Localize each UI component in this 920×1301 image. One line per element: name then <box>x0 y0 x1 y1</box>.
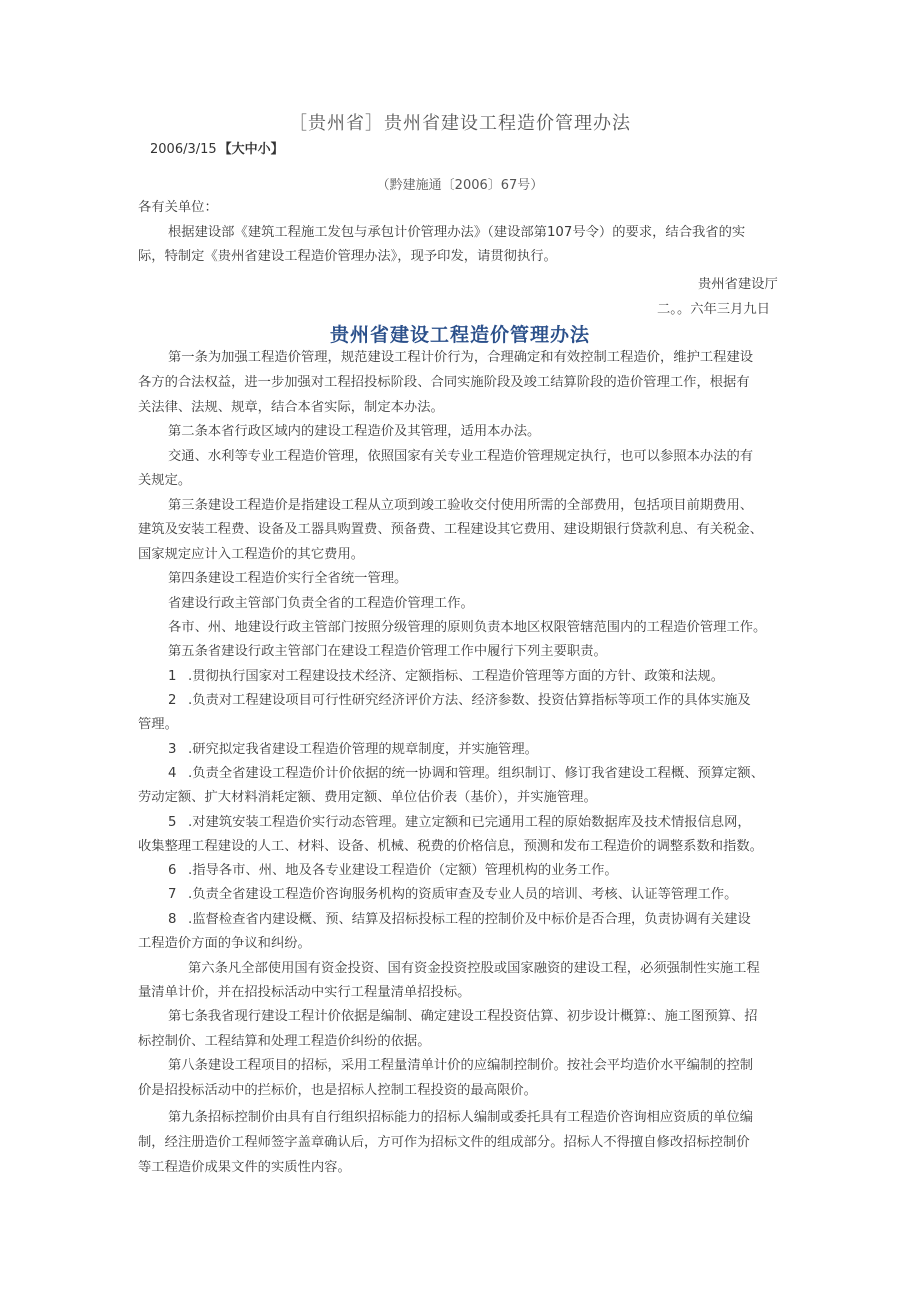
line-text: .指导各市、州、地及各专业建设工程造价（定额）管理机构的业务工作。 <box>188 863 618 878</box>
addressee: 各有关单位： <box>138 200 218 215</box>
body-line <box>138 1134 750 1152</box>
body-line <box>188 960 760 978</box>
main-title: 贵州省建设工程造价管理办法 <box>329 324 590 346</box>
body-line <box>138 472 191 490</box>
line-text: 第一条为加强工程造价管理，规范建设工程计价行为，合理确定和有效控制工程造价，维护工程建设 <box>168 350 754 365</box>
line-text: .负责全省建设工程造价计价依据的统一协调和管理。组织制订、修订我省建设工程概、预算定额、 <box>188 766 764 781</box>
item-number: 7 <box>168 887 177 902</box>
line-text: 第二条本省行政区域内的建设工程造价及其管理，适用本办法。 <box>168 424 541 439</box>
publish-date: 2006/3/15 <box>150 142 217 157</box>
item-number: 2 <box>168 693 177 708</box>
line-text: .贯彻执行国家对工程建设技术经济、定额指标、工程造价管理等方面的方针、政策和法规。 <box>188 669 725 684</box>
body-line <box>168 741 538 759</box>
line-text: 国家规定应计入工程造价的其它费用。 <box>138 547 365 562</box>
body-line <box>168 619 766 637</box>
body-line <box>138 1082 537 1100</box>
body-line <box>138 935 311 953</box>
body-line <box>168 911 751 929</box>
item-number: 5 <box>168 815 177 830</box>
line-text: 第五条省建设行政主管部门在建设工程造价管理工作中履行下列主要职责。 <box>168 644 607 659</box>
issuer: 贵州省建设厅 <box>698 277 778 292</box>
line-text: .监督检查省内建设概、预、结算及招标投标工程的控制价及中标价是否合理，负责协调有关建设 <box>188 912 751 927</box>
notice-line-2: 际，特制定《贵州省建设工程造价管理办法》，现予印发，请贯彻执行。 <box>138 249 557 264</box>
line-text: 第四条建设工程造价实行全省统一管理。 <box>168 571 408 586</box>
body-line <box>168 862 618 880</box>
line-text: 标控制价、工程结算和处理工程造价纠纷的依据。 <box>138 1034 431 1049</box>
body-line <box>168 448 753 466</box>
body-line <box>168 765 764 783</box>
line-text: 第九条招标控制价由具有自行组织招标能力的招标人编制或委托具有工程造价咨询相应资质的单位编 <box>168 1110 754 1125</box>
line-text: 量清单计价，并在招投标活动中实行工程量清单招投标。 <box>138 985 471 1000</box>
body-line <box>168 349 753 367</box>
document-number: （黔建施通〔2006〕67号） <box>376 178 544 193</box>
line-text: 建筑及安装工程费、设备及工器具购置费、预备费、工程建设其它费用、建设期银行贷款利息、有关税金、 <box>138 522 763 537</box>
body-line <box>138 374 750 392</box>
line-text: 各方的合法权益，进一步加强对工程招投标阶段、合同实施阶段及竣工结算阶段的造价管理工作，根据有 <box>138 375 750 390</box>
line-text: 价是招投标活动中的拦标价，也是招标人控制工程投资的最高限价。 <box>138 1083 537 1098</box>
body-line <box>168 1109 753 1127</box>
body-line <box>168 886 737 904</box>
line-text: 省建设行政主管部门负责全省的工程造价管理工作。 <box>168 596 474 611</box>
body-line <box>138 546 364 564</box>
body-line <box>168 595 474 613</box>
line-text: 收集整理工程建设的人工、材料、设备、机械、税费的价格信息，预测和发布工程造价的调整系数和指数。 <box>138 839 763 854</box>
line-text: 工程造价方面的争议和纠纷。 <box>138 936 311 951</box>
line-text: 等工程造价成果文件的实质性内容。 <box>138 1160 351 1175</box>
line-text: 管理。 <box>138 717 178 732</box>
line-text: 第七条我省现行建设工程计价依据是编制、确定建设工程投资估算、初步设计概算:、施工图预算、招 <box>168 1009 758 1024</box>
line-text: .负责对工程建设项目可行性研究经济评价方法、经济参数、投资估算指标等项工作的具体实施及 <box>188 693 751 708</box>
date-line <box>150 138 284 157</box>
item-number: 6 <box>168 863 177 878</box>
body-line <box>168 570 407 588</box>
line-text: 第八条建设工程项目的招标，采用工程量清单计价的应编制控制价。按社会平均造价水平编制的控制 <box>168 1058 754 1073</box>
body-line <box>168 423 540 441</box>
item-number: 1 <box>168 669 177 684</box>
item-number: 8 <box>168 912 177 927</box>
line-text: 各市、州、地建设行政主管部门按照分级管理的原则负责本地区权限管辖范围内的工程造价管理工作。 <box>168 620 767 635</box>
issue-date: 二。。六年三月九日 <box>657 302 771 317</box>
body-line <box>168 643 607 661</box>
body-line <box>138 1159 351 1177</box>
body-line <box>168 497 753 515</box>
item-number: 3 <box>168 742 177 757</box>
body-line <box>138 838 763 856</box>
body-line <box>138 984 470 1002</box>
body-line <box>138 399 444 417</box>
line-text: 劳动定额、扩大材料消耗定额、费用定额、单位估价表（基价），并实施管理。 <box>138 790 597 805</box>
body-line <box>168 1057 753 1075</box>
line-text: 关规定。 <box>138 473 192 488</box>
body-line <box>138 716 178 734</box>
body-line <box>168 814 751 832</box>
line-text: .研究拟定我省建设工程造价管理的规章制度，并实施管理。 <box>188 742 538 757</box>
line-text: 第三条建设工程造价是指建设工程从立项到竣工验收交付使用所需的全部费用，包括项目前期费用、 <box>168 498 754 513</box>
body-line <box>138 1033 431 1051</box>
line-text: .对建筑安装工程造价实行动态管理。建立定额和已完通用工程的原始数据库及技术情报信息网， <box>188 815 751 830</box>
body-line <box>168 1008 758 1026</box>
font-size-toggle[interactable]: 【大中小】 <box>218 142 284 157</box>
body-line <box>138 789 597 807</box>
body-line <box>138 521 763 539</box>
body-line <box>168 668 724 686</box>
line-text: 第六条凡全部使用国有资金投资、国有资金投资控股或国家融资的建设工程，必须强制性实施工程 <box>188 961 760 976</box>
notice-line-1: 根据建设部《建筑工程施工发包与承包计价管理办法》（建设部第107号令）的要求，结合我省的实 <box>168 225 746 240</box>
line-text: 关法律、法规、规章，结合本省实际，制定本办法。 <box>138 400 444 415</box>
item-number: 4 <box>168 766 177 781</box>
line-text: 制，经注册造价工程师签字盖章确认后，方可作为招标文件的组成部分。招标人不得擅自修改招标控制价 <box>138 1135 750 1150</box>
page-title: ［贵州省］贵州省建设工程造价管理办法 <box>289 113 631 134</box>
line-text: 交通、水利等专业工程造价管理，依照国家有关专业工程造价管理规定执行，也可以参照本办法的有 <box>168 449 754 464</box>
body-line <box>168 692 751 710</box>
line-text: .负责全省建设工程造价咨询服务机构的资质审查及专业人员的培训、考核、认证等管理工作。 <box>188 887 738 902</box>
